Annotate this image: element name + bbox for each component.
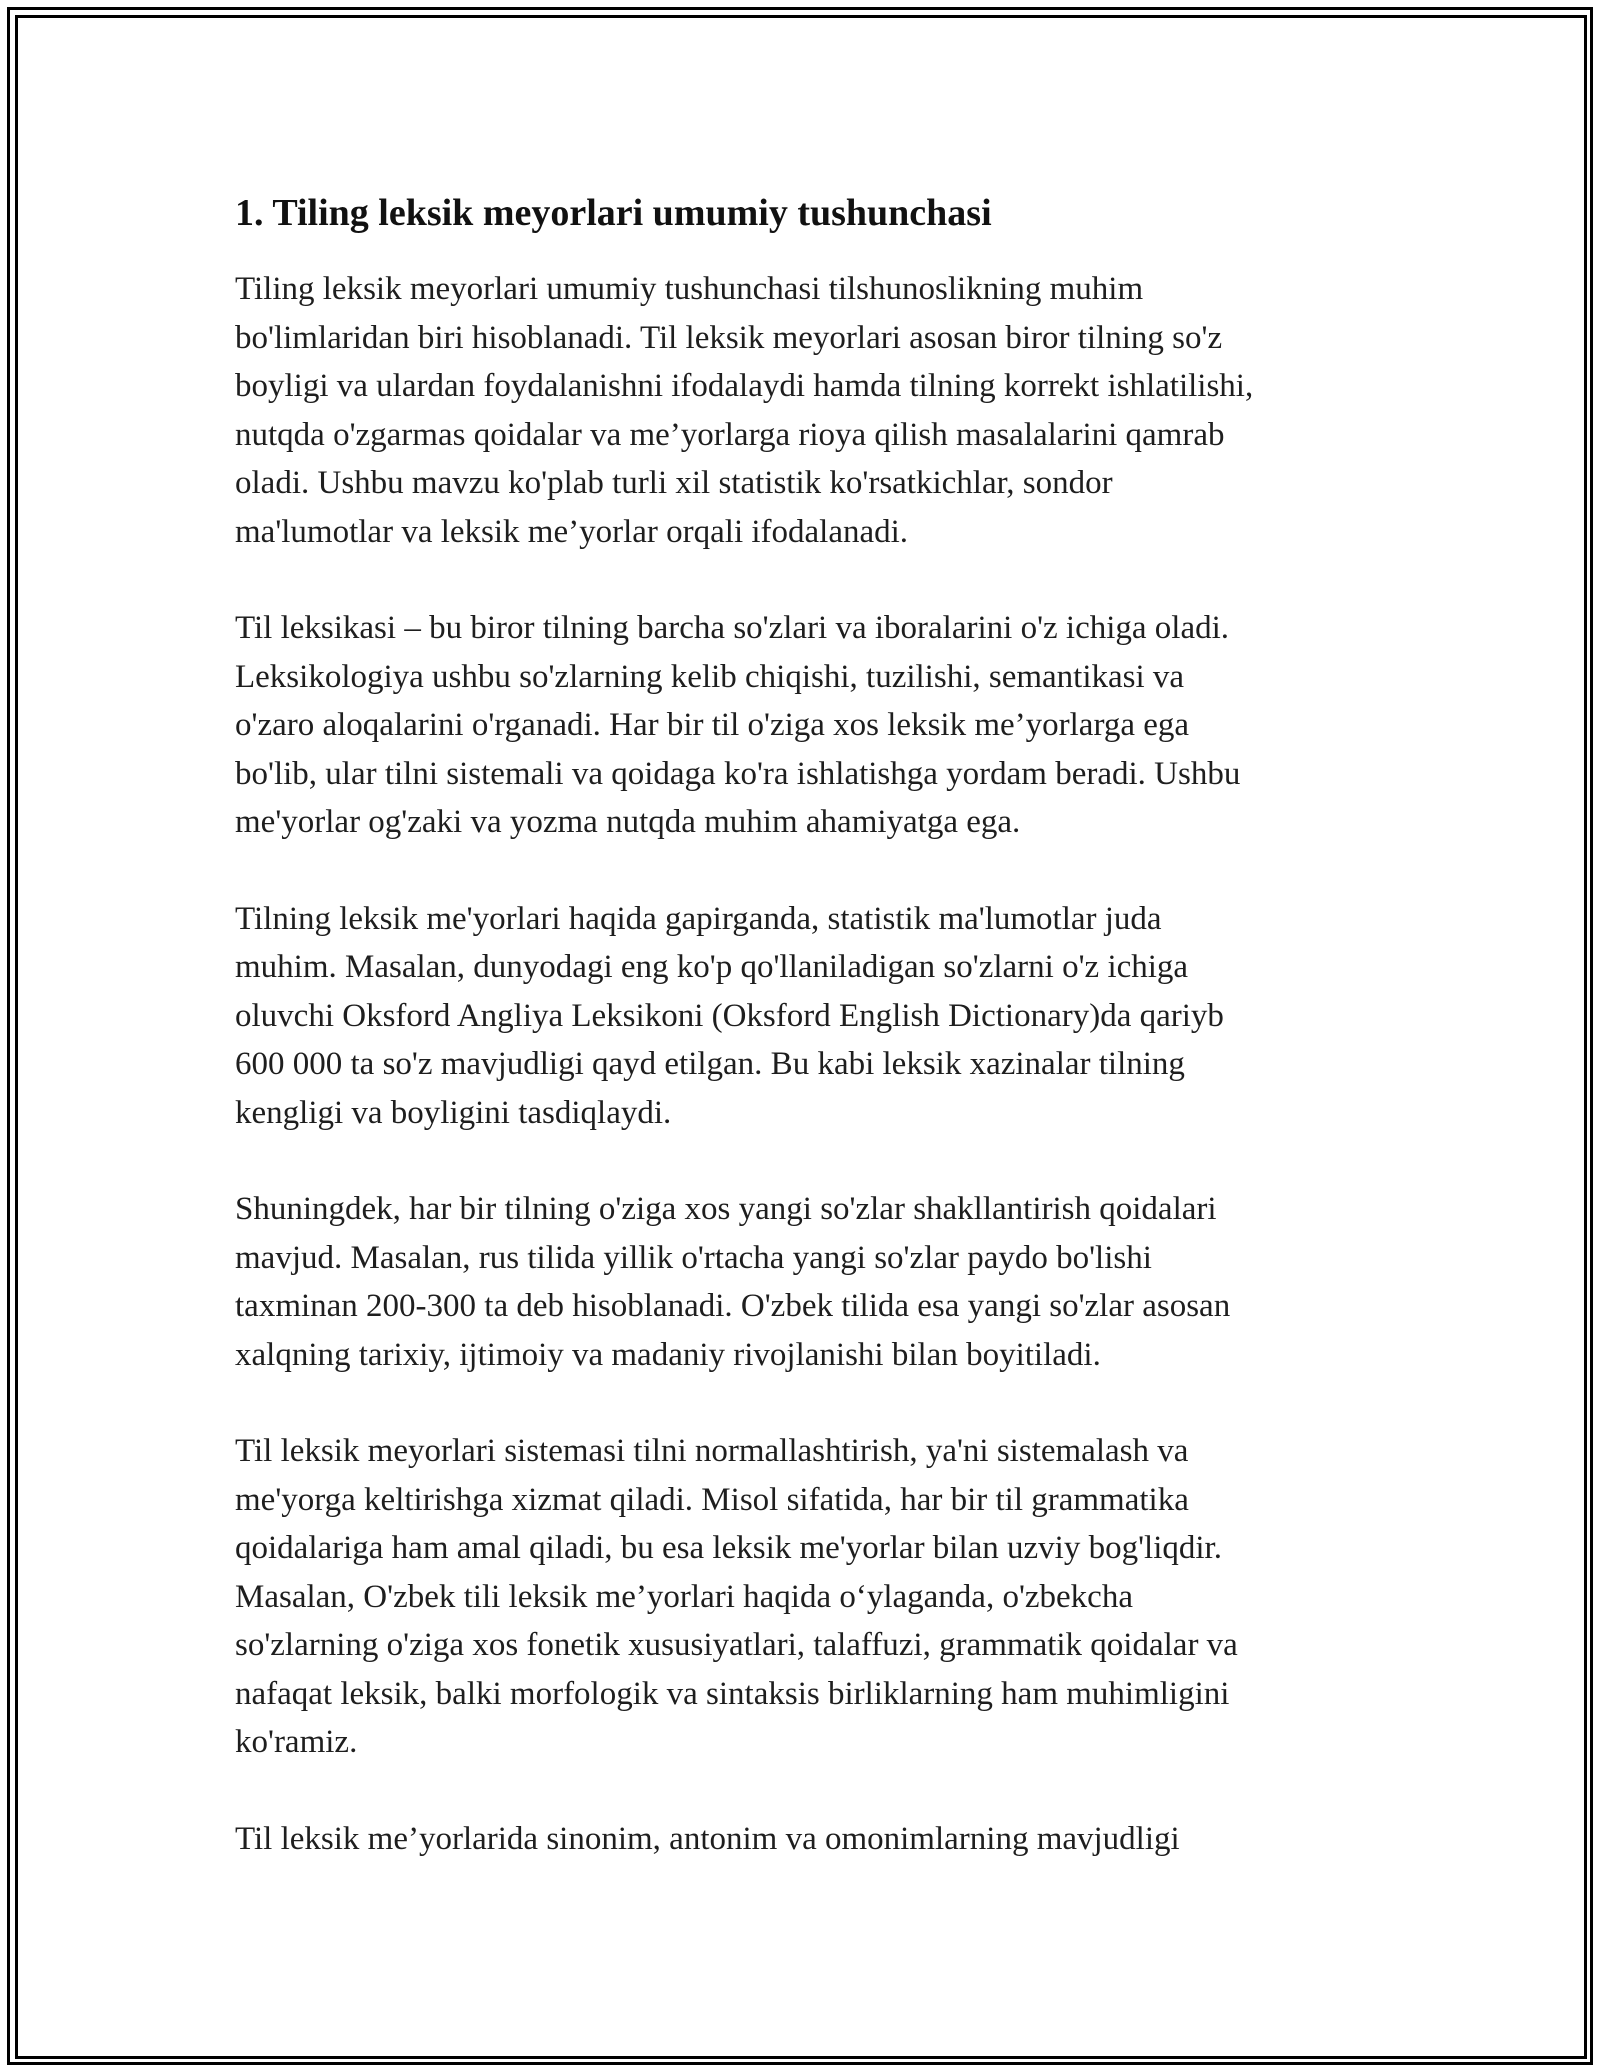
paragraph-5: Til leksik meyorlari sistemasi tilni normallashtirish, ya'ni sistemalash va me'yorga keltirishga xizmat qiladi. Misol sifatida, har bir til grammatika qoidalariga ham amal qiladi, bu esa leksik me'yorlar bilan uzviy bog'liqdir. Masalan, O'zbek tili leksik me’yorlari haqida o‘ylaganda, o'zbekcha so'zlarning o'ziga xos fonetik xususiyatlari, talaffuzi, grammatik qoidalar va nafaqat leksik, balki morfologik va sintaksis birliklarning ham muhimligini ko'ramiz.	[235, 1433, 1238, 1760]
paragraph-1: Tiling leksik meyorlari umumiy tushunchasi tilshunoslikning muhim bo'limlaridan biri hisoblanadi. Til leksik meyorlari asosan biror tilning so'z boyligi va ulardan foydalanishni ifodalaydi hamda tilning korrekt ishlatilishi, nutqda o'zgarmas qoidalar va me’yorlarga rioya qilish masalalarini qamrab oladi. Ushbu mavzu ko'plab turli xil statistik ko'rsatkichlar, sondor ma'lumotlar va leksik me’yorlar orqali ifodalanadi.	[235, 271, 1254, 550]
paragraph-2: Til leksikasi – bu biror tilning barcha so'zlari va iboralarini o'z ichiga oladi. Leksikologiya ushbu so'zlarning kelib chiqishi, tuzilishi, semantikasi va o'zaro aloqalarini o'rganadi. Har bir til o'ziga xos leksik me’yorlarga ega bo'lib, ular tilni sistemali va qoidaga ko'ra ishlatishga yordam beradi. Ushbu me'yorlar og'zaki va yozma nutqda muhim ahamiyatga ega.	[235, 610, 1241, 840]
paragraph-3: Tilning leksik me'yorlari haqida gapirganda, statistik ma'lumotlar juda muhim. Masalan, dunyodagi eng ko'p qo'llaniladigan so'zlarni o'z ichiga oluvchi Oksford Angliya Leksikoni (Oksford English Dictionary)da qariyb 600 000 ta so'z mavjudligi qayd etilgan. Bu kabi leksik xazinalar tilning kengligi va boyligini tasdiqlaydi.	[235, 900, 1224, 1131]
paragraph-4: Shuningdek, har bir tilning o'ziga xos yangi so'zlar shakllantirish qoidalari mavjud. Masalan, rus tilida yillik o'rtacha yangi so'zlar paydo bo'lishi taxminan 200-300 ta deb hisoblanadi. O'zbek tilida esa yangi so'zlar asosan xalqning tarixiy, ijtimoiy va madaniy rivojlanishi bilan boyitiladi.	[235, 1191, 1231, 1373]
section-heading: 1. Tiling leksik meyorlari umumiy tushunchasi	[235, 192, 992, 234]
document-body	[235, 187, 1375, 1911]
paragraph-6: Til leksik me’yorlarida sinonim, antonim va omonimlarning mavjudligi	[235, 1820, 1180, 1857]
